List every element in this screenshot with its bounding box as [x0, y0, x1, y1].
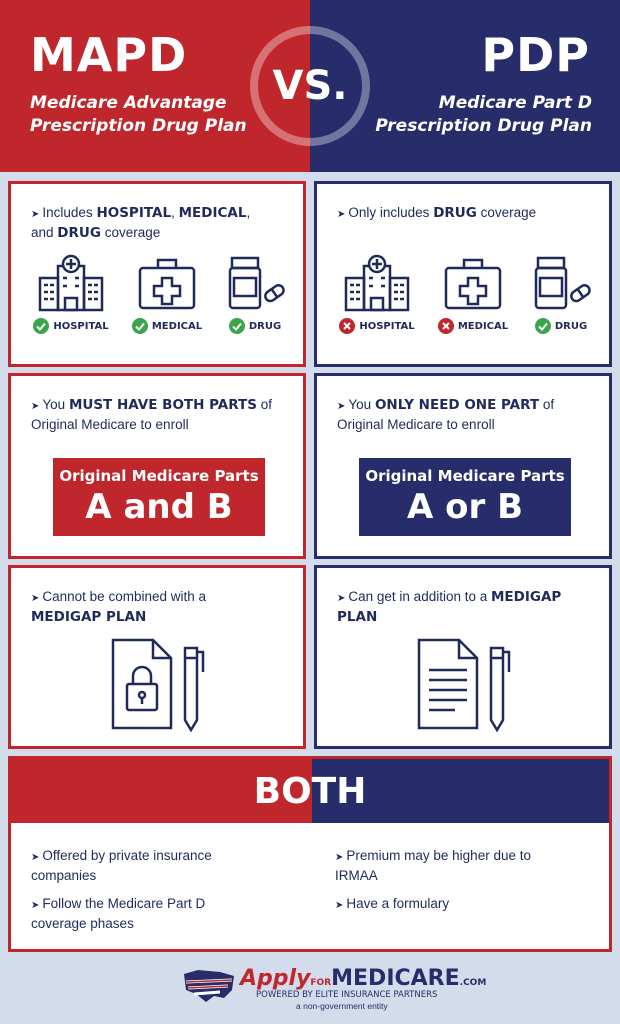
parts-box-heading: Original Medicare Parts	[59, 467, 259, 485]
check-icon	[33, 318, 49, 334]
parts-box-heading: Original Medicare Parts	[365, 467, 565, 485]
pdp-medigap-card	[314, 565, 612, 749]
mapd-medigap-card	[8, 565, 306, 749]
both-title: BOTH	[253, 771, 367, 812]
drug-label: DRUG	[248, 320, 282, 332]
arrow-icon: ➤	[31, 852, 40, 863]
pdp-subtitle	[375, 92, 592, 138]
medical-label: MEDICAL	[457, 320, 509, 332]
powered-by-text: POWERED BY ELITE INSURANCE PARTNERS	[256, 990, 438, 1000]
medical-label-row	[433, 318, 513, 334]
us-map-logo-icon	[180, 964, 238, 1008]
drug-item	[521, 254, 601, 334]
parts-a-and-b-box	[53, 458, 265, 536]
both-item-private-insurance: ➤ Offered by private insurance companies	[31, 848, 212, 883]
drug-item	[215, 254, 295, 334]
pdp-coverage-card	[314, 181, 612, 367]
mapd-enrollment-text: ➤ You MUST HAVE BOTH PARTS of Original Medicare to enroll	[31, 397, 272, 432]
footer-logo	[0, 960, 620, 1024]
hospital-item	[337, 254, 417, 334]
arrow-icon: ➤	[31, 401, 40, 412]
mapd-title: MAPD	[30, 28, 188, 82]
parts-box-value: A and B	[85, 487, 233, 527]
parts-box-value: A or B	[406, 487, 524, 527]
non-government-text: a non-government entity	[296, 1001, 388, 1011]
both-section	[8, 756, 612, 952]
brand-name	[240, 966, 486, 991]
brand-for: FOR	[310, 978, 332, 988]
mapd-enrollment-card	[8, 373, 306, 559]
pdp-medigap-text: ➤ Can get in addition to a MEDIGAP PLAN	[337, 589, 562, 625]
locked-document-icon	[109, 636, 209, 732]
vs-label: VS.	[272, 63, 348, 109]
both-item-formulary: ➤ Have a formulary	[335, 896, 450, 911]
hospital-item	[31, 254, 111, 334]
medical-item	[433, 254, 513, 334]
hospital-label: HOSPITAL	[359, 320, 415, 332]
drug-label-row	[215, 318, 295, 334]
medical-item	[127, 254, 207, 334]
arrow-icon: ➤	[335, 852, 344, 863]
pdp-coverage-text: ➤ Only includes DRUG coverage	[337, 205, 537, 221]
brand-medicare: MEDICARE	[331, 966, 460, 991]
pill-bottle-icon	[220, 254, 290, 312]
drug-label: DRUG	[554, 320, 588, 332]
hospital-icon	[36, 254, 106, 312]
pdp-subtitle-line2: Prescription Drug Plan	[375, 116, 592, 136]
pill-bottle-icon	[526, 254, 596, 312]
header-banner	[0, 0, 620, 172]
hospital-label-row	[31, 318, 111, 334]
medical-label: MEDICAL	[151, 320, 203, 332]
mapd-subtitle-line2: Prescription Drug Plan	[30, 116, 247, 136]
arrow-icon: ➤	[31, 900, 40, 911]
arrow-icon: ➤	[31, 209, 40, 220]
arrow-icon: ➤	[31, 593, 40, 604]
x-icon	[339, 318, 355, 334]
arrow-icon: ➤	[337, 593, 346, 604]
both-item-irmaa: ➤ Premium may be higher due to IRMAA	[335, 848, 531, 883]
mapd-subtitle	[30, 92, 247, 138]
brand-com: .COM	[459, 978, 487, 988]
medical-kit-icon	[438, 254, 508, 312]
arrow-icon: ➤	[337, 401, 346, 412]
pdp-subtitle-line1: Medicare Part D	[438, 93, 592, 113]
mapd-coverage-card	[8, 181, 306, 367]
mapd-coverage-text: ➤ Includes HOSPITAL, MEDICAL, and DRUG coverage	[31, 205, 251, 241]
parts-a-or-b-box	[359, 458, 571, 536]
document-icon	[415, 636, 515, 732]
arrow-icon: ➤	[337, 209, 346, 220]
mapd-subtitle-line1: Medicare Advantage	[30, 93, 227, 113]
pdp-enrollment-text: ➤ You ONLY NEED ONE PART of Original Medicare to enroll	[337, 397, 555, 432]
medical-label-row	[127, 318, 207, 334]
check-icon	[132, 318, 148, 334]
drug-label-row	[521, 318, 601, 334]
hospital-icon	[342, 254, 412, 312]
check-icon	[229, 318, 245, 334]
arrow-icon: ➤	[335, 900, 344, 911]
vs-circle	[250, 26, 370, 146]
both-header-band	[11, 759, 609, 823]
hospital-label: HOSPITAL	[53, 320, 109, 332]
hospital-label-row	[337, 318, 417, 334]
mapd-medigap-text: ➤ Cannot be combined with a MEDIGAP PLAN	[31, 589, 206, 625]
pdp-enrollment-card	[314, 373, 612, 559]
pdp-title: PDP	[481, 28, 590, 82]
x-icon	[438, 318, 454, 334]
medical-kit-icon	[132, 254, 202, 312]
brand-apply: Apply	[240, 966, 311, 991]
check-icon	[535, 318, 551, 334]
both-item-part-d-phases: ➤ Follow the Medicare Part D coverage phases	[31, 896, 206, 931]
